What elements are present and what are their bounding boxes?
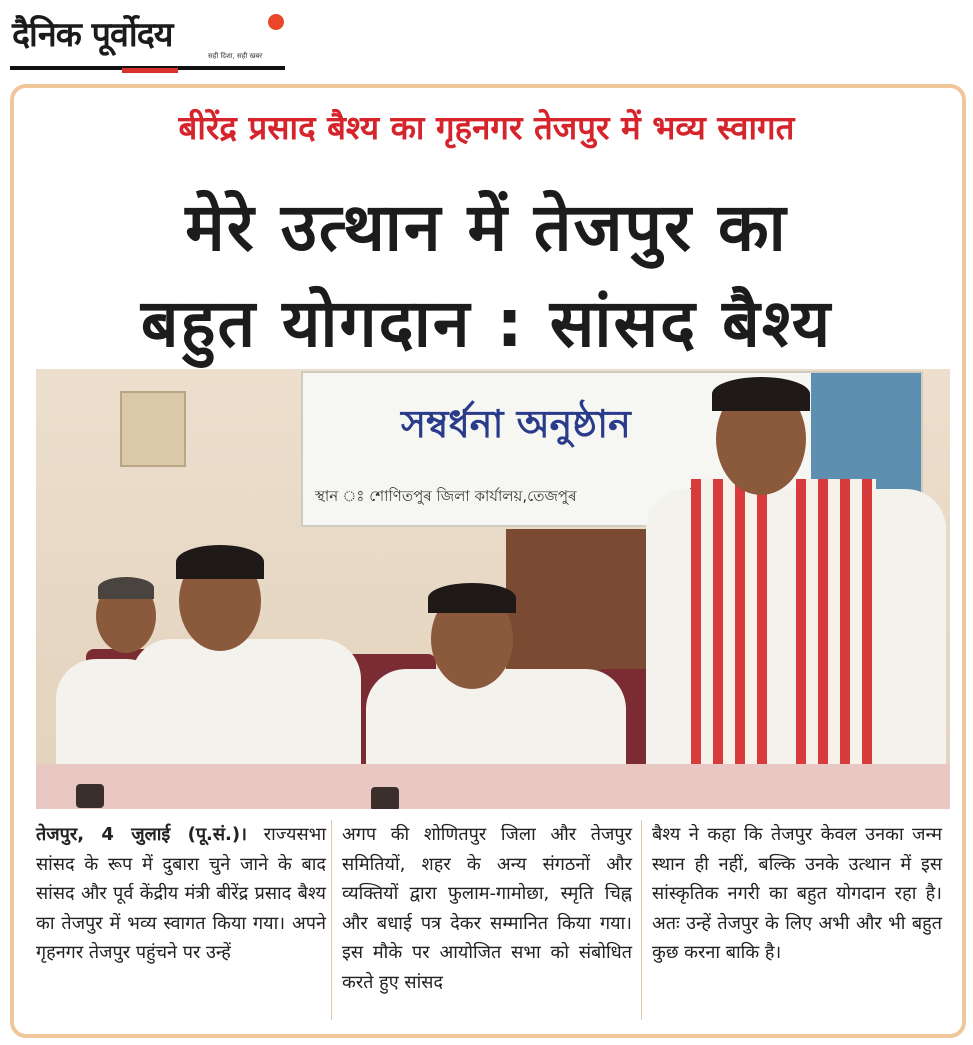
logo-dot-icon (268, 14, 284, 30)
article-photo (36, 369, 950, 809)
person-seated-1-hair (176, 545, 264, 579)
newspaper-tagline: सही दिशा, सही खबर (208, 52, 263, 60)
column-divider (331, 820, 332, 1020)
photo-table (36, 764, 950, 809)
article-kicker: बीरेंद्र प्रसाद बैश्य का गृहनगर तेजपुर में भव्य स्वागत (178, 108, 795, 147)
cup (76, 784, 104, 808)
column-2-text: अगप की शोणितपुर जिला और तेजपुर समितियों, शहर के अन्य संगठनों और व्यक्तियों द्वारा फुलाम-गामोछा, स्मृति चिह्न और बधाई पत्र देकर सम्मानित किया गया। इस मौके पर आयोजित सभा को संबोधित करते हुए सांसद (342, 824, 632, 993)
banner-venue: স্থান ঃ শোণিতপুৰ জিলা কাৰ্যালয়,তেজপুৰ (315, 487, 577, 505)
headline-line-2: बहुत योगदान : सांसद बैश्य (140, 285, 833, 362)
column-3-text: बैश्य ने कहा कि तेजपुर केवल उनका जन्म स्थान ही नहीं, बल्कि उनके उत्थान में इस सांस्कृतिक नगरी का बहुत योगदान रहा है। अतः उन्हें तेजपुर के लिए अभी और भी बहुत कुछ करना बाकि है। (652, 824, 942, 963)
masthead-red-bar (122, 68, 178, 73)
masthead (10, 8, 285, 72)
column-1-text: राज्यसभा सांसद के रूप में दुबारा चुने जाने के बाद सांसद और पूर्व केंद्रीय मंत्री बीरेंद्र प्रसाद बैश्य का तेजपुर में भव्य स्वागत किया गया। अपने गृहनगर तेजपुर पहुंचने पर उन्हें (36, 824, 326, 963)
photo-switchboard (120, 391, 186, 467)
speaker-hair (712, 377, 810, 411)
banner-title: সম্বৰ্ধনা অনুষ্ঠান (401, 401, 631, 446)
speaker-gamosa-right (796, 479, 876, 809)
article-column-2 (342, 820, 632, 997)
dateline: तेजपुर, 4 जुलाई (पू.सं.)। (36, 824, 247, 845)
cup (371, 787, 399, 809)
person-seated-2-hair (428, 583, 516, 613)
article-column-1 (36, 820, 326, 968)
headline-line-1: मेरे उत्थान में तेजपुर का (185, 189, 788, 266)
article-body (26, 820, 946, 1020)
article-column-3 (652, 820, 942, 968)
column-divider (641, 820, 642, 1020)
person-left-hair (98, 577, 154, 599)
speaker-gamosa-left (691, 479, 771, 809)
newspaper-logo-title: दैनिक पूर्वोदय (12, 15, 173, 55)
